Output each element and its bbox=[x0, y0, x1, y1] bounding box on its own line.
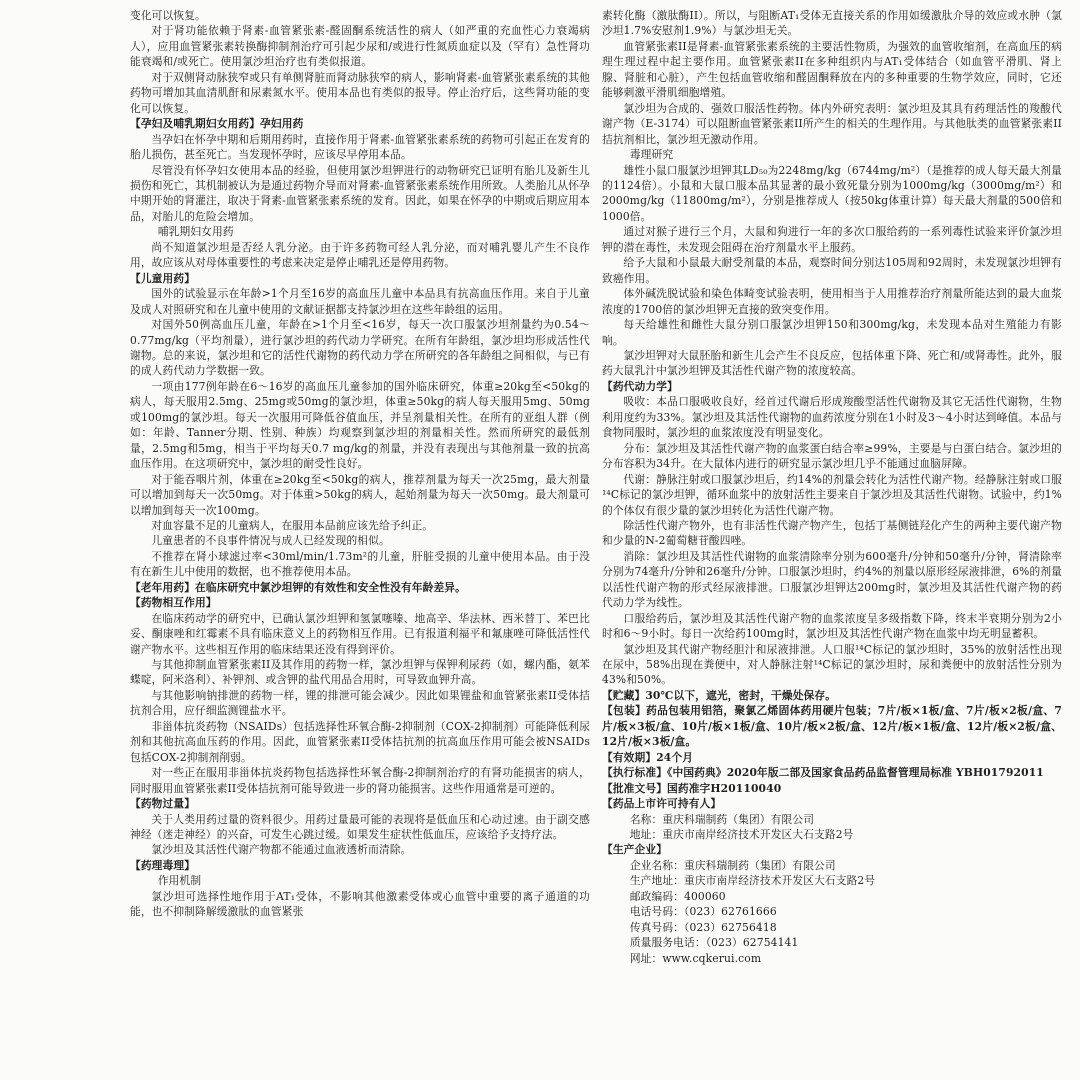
left-column bbox=[130, 8, 590, 1080]
section-heading: 【生产企业】 bbox=[602, 843, 668, 857]
paragraph: 分布：氯沙坦及其活性代谢产物的血浆蛋白结合率≥99%，主要是与白蛋白结合。氯沙坦的分布容积为34升。在大鼠体内进行的研究显示氯沙坦几乎不能通过血脑屏障。 bbox=[602, 441, 1062, 471]
section-heading: 【孕妇及哺乳期妇女用药】孕妇用药 bbox=[130, 117, 304, 131]
section-heading: 【贮藏】30℃以下，遮光，密封，干燥处保存。 bbox=[602, 688, 837, 702]
section-heading: 【儿童用药】 bbox=[130, 271, 196, 285]
paragraph: 氯沙坦为合成的、强效口服活性药物。体内外研究表明：氯沙坦及其具有药理活性的羧酸代谢产物（E-3174）可以阻断血管紧张素II所产生的相关的生理作用。与其他肽类的血管紧张素II拮抗剂相比，氯沙坦无激动作用。 bbox=[602, 101, 1062, 146]
info-line: 邮政编码：400060 bbox=[629, 889, 726, 903]
paragraph: 体外碱洗脱试验和染色体畸变试验表明，使用相当于人用推荐治疗剂量所能达到的最大血浆浓度的1700倍的氯沙坦钾无直接的致突变作用。 bbox=[602, 287, 1062, 316]
paragraph: 变化可以恢复。 bbox=[130, 9, 206, 22]
paragraph: 儿童患者的不良事件情况与成人已经发现的相似。 bbox=[151, 534, 390, 548]
section-heading: 【老年用药】在临床研究中氯沙坦钾的有效性和安全性没有年龄差异。 bbox=[130, 580, 466, 594]
paragraph: 尽管没有怀孕妇女使用本品的经验，但使用氯沙坦钾进行的动物研究已证明有胎儿及新生儿损伤和死亡，其机制被认为是通过药物介导而对肾素-血管紧张素系统作用所致。人类胎儿从怀孕中期开始的肾灌注，取决于肾素-血管紧张素系统的发育。因此，如果在怀孕的中期或后期应用本品，对胎儿的危险会增加。 bbox=[130, 163, 590, 223]
info-line: 地址：重庆市南岸经济技术开发区大石支路2号 bbox=[629, 828, 854, 842]
paragraph: 与其他抑制血管紧张素II及其作用的药物一样，氯沙坦钾与保钾利尿药（如，螺内酯，氨苯蝶啶，阿米洛利）、补钾剂、或含钾的盐代用品合用时，可导致血钾升高。 bbox=[130, 658, 590, 687]
paragraph: 氯沙坦钾对大鼠胚胎和新生儿会产生不良反应，包括体重下降、死亡和/或肾毒性。此外，服药大鼠乳汁中氯沙坦钾及其活性代谢产物的浓度较高。 bbox=[602, 348, 1062, 378]
paragraph: 对一些正在服用非甾体抗炎药物包括选择性环氧合酶-2抑制剂治疗的有肾功能损害的病人，同时服用血管紧张素II受体拮抗剂可能导致进一步的肾功能损害。这些作用通常是可逆的。 bbox=[130, 766, 590, 795]
paragraph: 当孕妇在怀孕中期和后期用药时，直接作用于肾素-血管紧张素系统的药物可引起正在发育的胎儿损伤，甚至死亡。当发现怀孕时，应该尽早停用本品。 bbox=[130, 132, 590, 162]
paragraph: 不推荐在肾小球滤过率<30ml/min/1.73m²的儿童，肝脏受损的儿童中使用本品。由于没有在新生儿中使用的数据，也不推荐使用本品。 bbox=[130, 549, 590, 579]
paragraph: 代谢：静脉注射或口服氯沙坦后，约14%的剂量会转化为活性代谢产物。经静脉注射或口服¹⁴C标记的氯沙坦钾，循环血浆中的放射活性主要来自于氯沙坦及其活性代谢物。试验中，约1%的个体仅有很少量的氯沙坦转化为活性代谢产物。 bbox=[602, 472, 1062, 517]
subheading: 作用机制 bbox=[157, 874, 202, 888]
paragraph: 给予大鼠和小鼠最大耐受剂量的本品，观察时间分别达105周和92周时，未发现氯沙坦钾有致癌作用。 bbox=[602, 256, 1062, 285]
info-line: 质量服务电话：（023）62754141 bbox=[629, 936, 799, 950]
paragraph: 血管紧张素II是肾素-血管紧张素系统的主要活性物质，为强效的血管收缩剂，在高血压的病理生理过程中起主要作用。血管紧张素II在多种组织内与AT₁受体结合（如血管平滑肌、肾上腺、肾脏和心脏），产生包括血管收缩和醛固酮释放在内的多种重要的生物学效应，同时，它还能够刺激平滑肌细胞增殖。 bbox=[602, 39, 1062, 100]
info-line: 企业名称：重庆科瑞制药（集团）有限公司 bbox=[629, 858, 836, 872]
paragraph: 口服给药后，氯沙坦及其活性代谢产物的血浆浓度呈多级指数下降，终末半衰期分别为2小时和6～9小时。每日一次给药100mg时，氯沙坦及其活性代谢产物在血浆中均无明显蓄积。 bbox=[602, 611, 1062, 641]
paragraph: 对血容量不足的儿童病人，在服用本品前应该先给予纠正。 bbox=[151, 518, 434, 532]
paragraph: 氯沙坦及其活性代谢产物都不能通过血液透析而清除。 bbox=[151, 843, 412, 857]
paragraph: 雄性小鼠口服氯沙坦钾其LD₅₀为2248mg/kg（6744mg/m²）（是推荐的成人每天最大剂量的1124倍）。小鼠和大鼠口服本品其显著的最小致死量分别为1000mg/kg（3000mg/m²）和2000mg/kg（11800mg/m²），分别是推荐成人（按50kg体重计算）每天最大剂量的500倍和1000倍。 bbox=[602, 163, 1062, 223]
section-heading: 【药代动力学】 bbox=[602, 379, 678, 393]
paragraph: 尚不知道氯沙坦是否经人乳分泌。由于许多药物可经人乳分泌，而对哺乳婴儿产生不良作用，故应该从对母体重要性的考虑来决定是停止哺乳还是停用药物。 bbox=[130, 240, 590, 270]
paragraph: 通过对猴子进行三个月，大鼠和狗进行一年的多次口服给药的一系列毒性试验来评价氯沙坦钾的潜在毒性，未发现会阻碍在治疗剂量水平上服药。 bbox=[602, 225, 1062, 254]
paragraph: 国外的试验显示在年龄>1个月至16岁的高血压儿童中本品具有抗高血压作用。来自于儿童及成人对照研究和在儿童中使用的文献证据都支持氯沙坦在这些年龄组的运用。 bbox=[130, 287, 590, 316]
paragraph: 在临床药动学的研究中，已确认氯沙坦钾和氢氯噻嗪、地高辛、华法林、西米替丁、苯巴比妥、酮康唑和红霉素不具有临床意义上的药物相互作用。已有报道利福平和氟康唑可降低活性代谢产物水平。这些相互作用的临床结果还没有得到评价。 bbox=[130, 611, 590, 656]
paragraph: 每天给雄性和雌性大鼠分别口服氯沙坦钾150和300mg/kg，未发现本品对生殖能力有影响。 bbox=[602, 318, 1062, 347]
paragraph: 消除：氯沙坦及其活性代谢物的血浆清除率分别为600毫升/分钟和50毫升/分钟，肾清除率分别为74毫升/分钟和26毫升/分钟。口服氯沙坦时，约4%的剂量以原形经尿液排泄，6%的剂量以活性代谢产物的形式经尿液排泄。口服氯沙坦钾达200mg时，氯沙坦及其活性代谢产物的药代动力学为线性。 bbox=[602, 549, 1062, 610]
info-line: 传真号码：（023）62756418 bbox=[629, 920, 777, 934]
right-column bbox=[602, 8, 1062, 1080]
info-line: 生产地址：重庆市南岸经济技术开发区大石支路2号 bbox=[629, 874, 876, 888]
section-heading: 【有效期】24个月 bbox=[602, 750, 694, 764]
section-heading: 【药物过量】 bbox=[130, 797, 196, 811]
section-heading: 【药物相互作用】 bbox=[130, 596, 217, 610]
info-line: 名称：重庆科瑞制药（集团）有限公司 bbox=[629, 812, 815, 826]
section-heading: 【药理毒理】 bbox=[130, 858, 196, 872]
paragraph: 与其他影响钠排泄的药物一样，锂的排泄可能会减少。因此如果锂盐和血管紧张素II受体拮抗剂合用，应仔细监测锂盐水平。 bbox=[130, 688, 590, 718]
info-line: 电话号码：（023）62761666 bbox=[629, 905, 777, 919]
section-heading: 【药品上市许可持有人】 bbox=[602, 797, 722, 811]
paragraph: 非甾体抗炎药物（NSAIDs）包括选择性环氧合酶-2抑制剂（COX-2抑制剂）可能降低利尿剂和其他抗高血压药的作用。因此，血管紧张素II受体拮抗剂的抗高血压作用可能会被NSAIDs包括COX-2抑制剂削弱。 bbox=[130, 719, 590, 764]
paragraph: 对于双侧肾动脉狭窄或只有单侧肾脏而肾动脉狭窄的病人，影响肾素-血管紧张素系统的其他药物可增加其血清肌酐和尿素氮水平。使用本品也有类似的报导。停止治疗后，这些肾功能的变化可以恢复。 bbox=[130, 70, 590, 115]
paragraph: 关于人类用药过量的资料很少。用药过量最可能的表现将是低血压和心动过速。由于副交感神经（迷走神经）的兴奋，可发生心跳过缓。如果发生症状性低血压，应该给予支持疗法。 bbox=[130, 812, 590, 842]
section-heading: 【执行标准】《中国药典》2020年版二部及国家食品药品监督管理局标准 YBH01792011 bbox=[602, 766, 1044, 780]
subheading: 毒理研究 bbox=[629, 148, 674, 162]
paragraph: 对于能吞咽片剂，体重在≥20kg至<50kg的病人，推荐剂量为每天一次25mg，最大剂量可以增加到每天一次50mg。对于体重>50kg的病人，起始剂量为每天一次50mg。最大剂量可以增加到每天一次100mg。 bbox=[130, 472, 590, 517]
paragraph: 对国外50例高血压儿童，年龄在>1个月至<16岁，每天一次口服氯沙坦剂量约为0.54～0.77mg/kg（平均剂量），进行氯沙坦的药代动力学研究。在所有年龄组，氯沙坦均形成活性代谢物。总的来说，氯沙坦和它的活性代谢物的药代动力学在所研究的各年龄组之间相似，与已有的成人药代动力学数据一致。 bbox=[130, 318, 590, 378]
paragraph: 一项由177例年龄在6～16岁的高血压儿童参加的国外临床研究，体重≥20kg至<50kg的病人，每天服用2.5mg、25mg或50mg的氯沙坦，体重≥50kg的病人每天服用5mg、50mg或100mg的氯沙坦。每天一次服用可降低谷值血压，并呈剂量相关性。在所有的亚组人群（例如：年龄、Tanner分期、性别、种族）均观察到氯沙坦的剂量相关性。然而所研究的最低剂量，2.5mg和5mg，相当于平均每天0.7 mg/kg的剂量，并没有表现出与其他剂量一致的抗高血压作用。在这项研究中，氯沙坦的耐受性良好。 bbox=[130, 379, 590, 471]
paragraph: 对于肾功能依赖于肾素-血管紧张素-醛固酮系统活性的病人（如严重的充血性心力衰竭病人），应用血管紧张素转换酶抑制剂治疗可引起少尿和/或进行性氮质血症以及（罕有）急性肾功能衰竭和/或死亡。使用氯沙坦治疗也有类似报道。 bbox=[130, 24, 590, 69]
section-heading: 【包装】药品包装用铝箔，聚氯乙烯固体药用硬片包装；7片/板×1板/盒、7片/板×2板/盒、7片/板×3板/盒、10片/板×1板/盒、10片/板×2板/盒、12片/板×1板/盒、12片/板×2板/盒、12片/板×3板/盒。 bbox=[602, 704, 1062, 749]
section-heading: 【批准文号】国药准字H20110040 bbox=[602, 781, 782, 795]
paragraph: 除活性代谢产物外，也有非活性代谢产物产生，包括丁基侧链羟化产生的两种主要代谢产物和少量的N-2葡萄糖苷酸四唑。 bbox=[602, 518, 1062, 548]
info-line: 网址：www.cqkerui.com bbox=[629, 951, 762, 965]
paragraph: 吸收：本品口服吸收良好，经首过代谢后形成羧酸型活性代谢物及其它无活性代谢物，生物利用度约为33%。氯沙坦及其活性代谢物的血药浓度分别在1小时及3～4小时达到峰值。本品与食物同服时，氯沙坦的血浆浓度没有明显变化。 bbox=[602, 395, 1062, 440]
paragraph: 素转化酶（激肽酶II）。所以，与阻断AT₁受体无直接关系的作用如缓激肽介导的效应或水肿（氯沙坦1.7%安慰剂1.9%）与氯沙坦无关。 bbox=[602, 9, 1062, 38]
paragraph: 氯沙坦可选择性地作用于AT₁受体，不影响其他激素受体或心血管中重要的离子通道的功能，也不抑制降解缓激肽的血管紧张 bbox=[130, 889, 590, 919]
subheading: 哺乳期妇女用药 bbox=[157, 225, 234, 239]
paragraph: 氯沙坦及其代谢产物经胆汁和尿液排泄。人口服¹⁴C标记的氯沙坦时，35%的放射活性出现在尿中，58%出现在粪便中，对人静脉注射¹⁴C标记的氯沙坦时，尿和粪便中的放射活性分别为43%和50%。 bbox=[602, 642, 1062, 687]
